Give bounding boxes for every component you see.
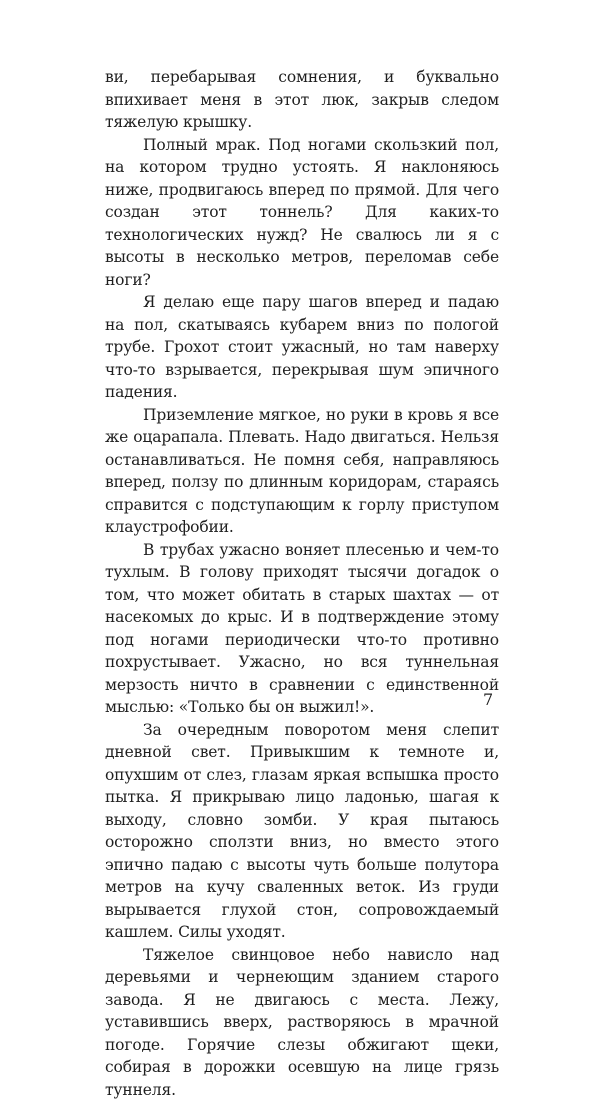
paragraph-7: Тяжелое свинцовое небо нависло над деревьями и чернеющим зданием старого завода. Я не двигаюсь с места. Лежу, уставившись вверх, растворяюсь в мрачной погоде. Горячие слезы обжигают щеки, собирая в дорожки осевшую на лице грязь туннеля. [105,944,499,1101]
paragraph-2: Полный мрак. Под ногами скользкий пол, на котором трудно устоять. Я наклоняюсь ниже, продвигаюсь вперед по прямой. Для чего создан этот тоннель? Для каких-то технологических нужд? Не свалюсь ли я с высоты в несколько метров, переломав себе ноги? [105,134,499,292]
paragraph-5: В трубах ужасно воняет плесенью и чем-то тухлым. В голову приходят тысячи догадок о том, что может обитать в старых шахтах — от насекомых до крыс. И в подтверждение этому под ногами периодически что-то противно похрустывает. Ужасно, но вся туннельная мерзость ничто в сравнении с единственной мыслью: «Только бы он выжил!». [105,539,499,719]
paragraph-6: За очередным поворотом меня слепит дневной свет. Привыкшим к темноте и, опухшим от слез, глазам яркая вспышка просто пытка. Я прикрываю лицо ладонью, шагая к выходу, словно зомби. У края пытаюсь осторожно сползти вниз, но вместо этого эпично падаю с высоты чуть больше полутора метров на кучу сваленных веток. Из груди вырывается глухой стон, сопровождаемый кашлем. Силы уходят. [105,719,499,944]
paragraph-3: Я делаю еще пару шагов вперед и падаю на пол, скатываясь кубарем вниз по пологой трубе. Грохот стоит ужасный, но там наверху что-то взрывается, перекрывая шум эпичного падения. [105,291,499,404]
page-number: 7 [483,690,493,709]
paragraph-4: Приземление мягкое, но руки в кровь я все же оцарапала. Плевать. Надо двигаться. Нельзя останавливаться. Не помня себя, направляюсь вперед, ползу по длинным коридорам, стараясь справится с подступающим к горлу приступом клаустрофобии. [105,404,499,539]
paragraph-1: ви, перебарывая сомнения, и буквально впихивает меня в этот люк, закрыв следом тяжелую крышку. [105,66,499,134]
body-text [105,66,499,1101]
